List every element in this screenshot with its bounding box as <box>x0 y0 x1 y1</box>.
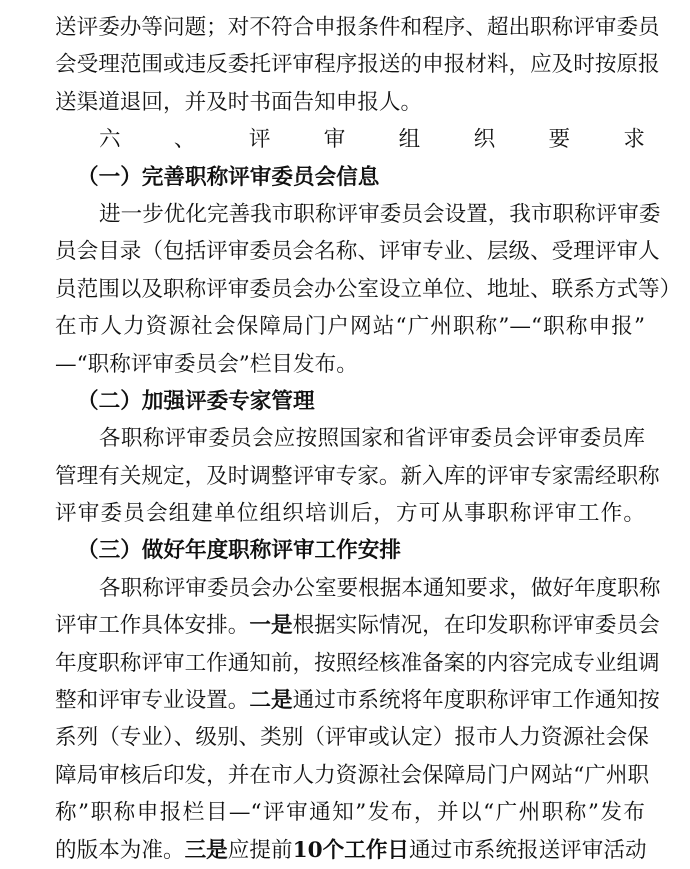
text-segment: （二）加强评委专家管理 <box>77 388 315 414</box>
bold-text: 10个工作日 <box>292 837 410 863</box>
text-segment: 六、评审组织要求 <box>99 127 645 153</box>
text-segment: 年度职称评审工作通知前，按照经核准备案的内容完成专业组调 <box>55 650 660 676</box>
text-segment: 各职称评审委员会办公室要根据本通知要求，做好年度职称 <box>99 575 661 601</box>
text-segment: 送渠道退回，并及时书面告知申报人。 <box>55 89 423 115</box>
bold-text: 三是 <box>184 837 228 863</box>
text-line <box>55 46 660 83</box>
text-segment: 障局审核后印发，并在市人力资源社会保障局门户网站“广州职 <box>55 762 650 788</box>
subsection-heading <box>55 532 645 569</box>
text-segment: 应提前 <box>227 837 293 863</box>
text-segment: 送评委办等问题；对不符合申报条件和程序、超出职称评审委员 <box>55 15 660 40</box>
text-segment: 的版本为准。 <box>55 837 185 863</box>
text-line <box>55 645 660 682</box>
text-segment: —“职称评审委员会”栏目发布。 <box>55 351 358 377</box>
text-segment: 通过市系统报送评审活动 <box>409 837 647 863</box>
text-segment: 称”职称申报栏目—“评审通知”发布，并以“广州职称”发布 <box>55 800 645 826</box>
text-line <box>55 832 645 869</box>
text-line <box>55 607 660 644</box>
text-line <box>55 719 649 756</box>
text-line <box>55 794 645 831</box>
text-segment: 管理有关规定，及时调整评审专家。新入库的评审专家需经职称 <box>55 463 660 489</box>
text-line <box>55 233 660 270</box>
text-segment: 员会目录（包括评审委员会名称、评审专业、层级、受理评审人 <box>55 239 660 265</box>
subsection-heading <box>55 383 645 420</box>
bold-text: 一是 <box>249 613 293 639</box>
bold-text: 二是 <box>249 688 293 714</box>
text-line <box>55 196 661 233</box>
text-segment: 根据实际情况，在印发职称评审委员会 <box>292 613 660 639</box>
text-line <box>55 420 645 457</box>
text-line <box>55 570 661 607</box>
text-line <box>55 757 650 794</box>
text-line <box>55 682 660 719</box>
text-segment: 评审委员会组建单位组织培训后，方可从事职称评审工作。 <box>55 501 645 527</box>
text-segment: （一）完善职称评审委员会信息 <box>77 164 380 190</box>
text-segment: 员范围以及职称评审委员会办公室设立单位、地址、联系方式等） <box>55 276 682 302</box>
text-line <box>55 84 645 121</box>
text-segment: （三）做好年度职称评审工作安排 <box>77 538 401 564</box>
text-line <box>55 495 645 532</box>
text-line <box>55 458 660 495</box>
text-segment: 在市人力资源社会保障局门户网站“广州职称”—“职称申报” <box>55 314 645 340</box>
text-line <box>55 9 660 46</box>
text-segment: 各职称评审委员会应按照国家和省评审委员会评审委员库 <box>99 426 645 452</box>
text-segment: 整和评审专业设置。 <box>55 688 250 714</box>
section-heading <box>55 121 645 158</box>
text-segment: 评审工作具体安排。 <box>55 613 250 639</box>
text-line <box>55 346 645 383</box>
text-segment: 通过市系统将年度职称评审工作通知按 <box>292 688 660 714</box>
subsection-heading <box>55 159 645 196</box>
text-line <box>55 271 682 308</box>
text-line <box>55 308 645 345</box>
text-segment: 进一步优化完善我市职称评审委员会设置，我市职称评审委 <box>99 201 661 227</box>
text-segment: 会受理范围或违反委托评审程序报送的申报材料，应及时按原报 <box>55 52 660 78</box>
text-segment: 系列（专业）、级别、类别（评审或认定）报市人力资源社会保 <box>55 725 649 751</box>
